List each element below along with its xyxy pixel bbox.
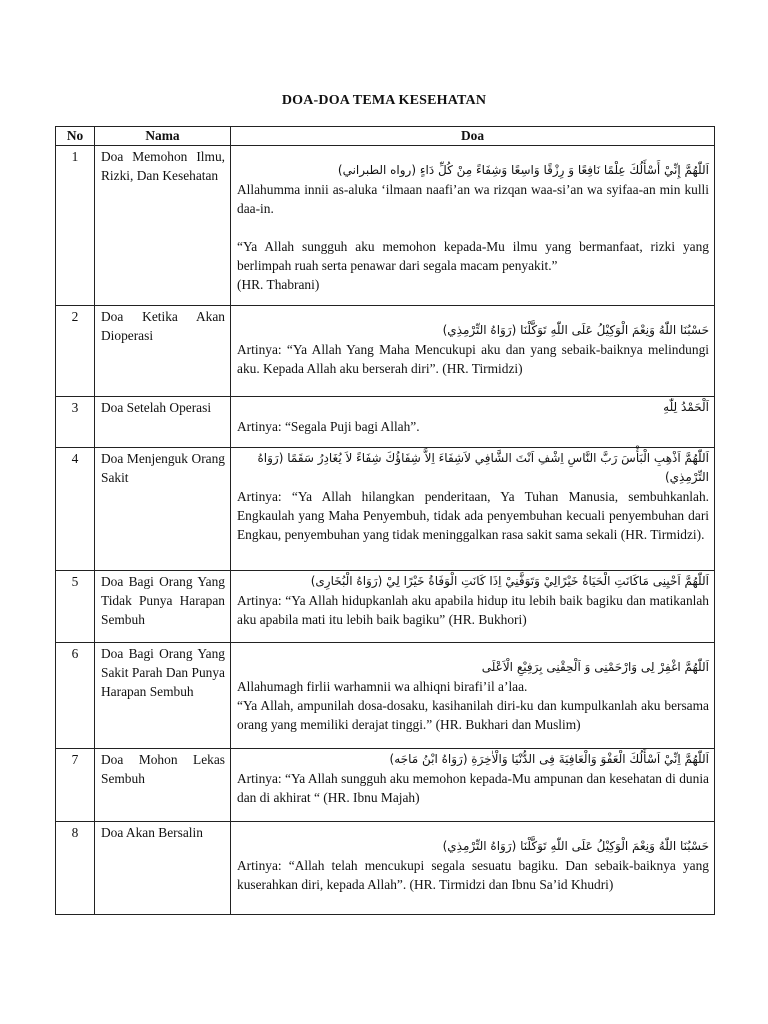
table-row (56, 448, 715, 571)
doa-table (55, 126, 715, 915)
doa-content (231, 749, 715, 822)
row-number: 3 (56, 397, 95, 448)
doa-content (231, 822, 715, 915)
doa-content (231, 306, 715, 397)
table-header-row (56, 127, 715, 146)
translation: Artinya: “Segala Puji bagi Allah”. (237, 419, 420, 434)
table-row (56, 822, 715, 915)
doa-name: Doa Memohon Ilmu, Rizki, Dan Kesehatan (95, 146, 231, 306)
arabic-text: حَسْبُنَا اللّٰهُ وَنِعْمَ الْوَكِيْلُ عَلَى اللّٰهِ تَوَكَّلْنَا (رَوَاهُ التِّرْمِذِي) (442, 839, 709, 853)
latin-transliteration: Allahumagh firlii warhamnii wa alhiqni birafi’il a’laa. (237, 679, 528, 694)
arabic-text: حَسْبُنَا اللّٰهُ وَنِعْمَ الْوَكِيْلُ عَلَى اللّٰهِ تَوَكَّلْنَا (رَوَاهُ التِّرْمِذِي) (442, 323, 709, 337)
doa-name: Doa Ketika Akan Dioperasi (95, 306, 231, 397)
row-number: 6 (56, 643, 95, 749)
row-number: 5 (56, 571, 95, 643)
arabic-text: اَللّٰهُمَّ اَذْهِبِ الْبَأْسَ رَبَّ النَّاسِ اِشْفِ اَنْتَ الشَّافِي لاَشِفَاءَ اِلاَّ شِفَاؤُكَ شِفَاءً لاَ يُغَادِرُ سَقَمًا (رَوَاهُ التِّرْمِذِي) (257, 451, 709, 484)
translation: Artinya: “Ya Allah Yang Maha Mencukupi aku dan yang sebaik-baiknya melindungi aku. Kepada Allah aku berserah diri”. (HR. Tirmidzi) (237, 342, 709, 376)
doa-name: Doa Mohon Lekas Sembuh (95, 749, 231, 822)
doa-content (231, 571, 715, 643)
latin-transliteration: Allahumma innii as-aluka ‘ilmaan naafi’an wa rizqan waa-si’an wa syifaa-an min kulli daa-in. (237, 182, 709, 216)
translation: “Ya Allah sungguh aku memohon kepada-Mu ilmu yang bermanfaat, rizki yang berlimpah ruah serta penawar dari segala macam penyakit.” (237, 239, 709, 273)
doa-name: Doa Menjenguk Orang Sakit (95, 448, 231, 571)
row-number: 4 (56, 448, 95, 571)
arabic-text: اَللّٰهُمَّ اَحْيِنِى مَاكَانَتِ الْحَيَاةُ خَيْرًالِيْ وَتَوَفَّنِيْ اِذَا كَانَتِ الْوَفَاةُ خَيْرًا لِيْ (رَوَاهُ الْبُخَارِى) (310, 574, 709, 588)
header-nama: Nama (95, 127, 231, 146)
row-number: 1 (56, 146, 95, 306)
doa-name: Doa Akan Bersalin (95, 822, 231, 915)
translation: Artinya: “Allah telah mencukupi segala sesuatu bagiku. Dan sebaik-baiknya yang kuserahkan diri, kepada Allah”. (HR. Tirmidzi dan Ibnu Sa’id Khudri) (237, 858, 709, 892)
row-number: 7 (56, 749, 95, 822)
document-title: DOA-DOA TEMA KESEHATAN (281, 93, 487, 108)
table-row (56, 146, 715, 306)
row-number: 2 (56, 306, 95, 397)
doa-name: Doa Setelah Operasi (95, 397, 231, 448)
header-doa: Doa (231, 127, 715, 146)
row-number: 8 (56, 822, 95, 915)
doa-content (231, 146, 715, 306)
table-row (56, 397, 715, 448)
arabic-text: اَللّٰهُمَّ اغْفِرْ لِى وَارْحَمْنِى وَ اَلْحِقْنِى بِرَفِيْعِ الْاَعْلَى (481, 660, 709, 674)
table-row (56, 306, 715, 397)
translation: Artinya: “Ya Allah sungguh aku memohon kepada-Mu ampunan dan kesehatan di dunia dan di akhirat “ (HR. Ibnu Majah) (237, 771, 709, 805)
translation: “Ya Allah, ampunilah dosa-dosaku, kasihanilah diri-ku dan kumpulkanlah aku bersama orang yang memiliki derajat tinggi.” (HR. Bukhari dan Muslim) (237, 698, 709, 732)
doa-content (231, 643, 715, 749)
doa-content (231, 397, 715, 448)
doa-name: Doa Bagi Orang Yang Sakit Parah Dan Punya Harapan Sembuh (95, 643, 231, 749)
table-row (56, 571, 715, 643)
table-row (56, 749, 715, 822)
translation: Artinya: “Ya Allah hidupkanlah aku apabila hidup itu lebih baik bagiku dan matikanlah aku apabila mati itu lebih baik bagiku” (HR. Bukhori) (237, 593, 709, 627)
arabic-text: اَللّٰهُمَّ إِنِّيْ أَسْأَلُكَ عِلْمًا نَافِعًا وَ رِزْقًا وَاسِعًا وَشِفَاءً مِنْ كُلِّ دَاءٍ (رواه الطبراني) (337, 163, 709, 177)
arabic-text: اَللّٰهُمَّ اِنِّيْ اَسْأَلُكَ الْعَفْوَ وَالْعَافِيَةَ فِى الدُّنْيَا وَالْاٰخِرَةِ (رَوَاهُ ابْنُ مَاجَه) (389, 752, 709, 766)
doa-content (231, 448, 715, 571)
translation: Artinya: “Ya Allah hilangkan penderitaan, Ya Tuhan Manusia, sembuhkanlah. Engkaulah yang Maha Penyembuh, tidak ada penyembuhan kecuali penyembuhan dari Engkau, penyembuhan yang tidak meninggalkan rasa sakit sama sekali (HR. Tirmidzi). (237, 489, 709, 542)
header-no: No (56, 127, 95, 146)
source: (HR. Thabrani) (237, 277, 320, 292)
doa-name: Doa Bagi Orang Yang Tidak Punya Harapan Sembuh (95, 571, 231, 643)
arabic-text: اَلْحَمْدُ لِلّٰهِ (663, 400, 709, 414)
table-row (56, 643, 715, 749)
